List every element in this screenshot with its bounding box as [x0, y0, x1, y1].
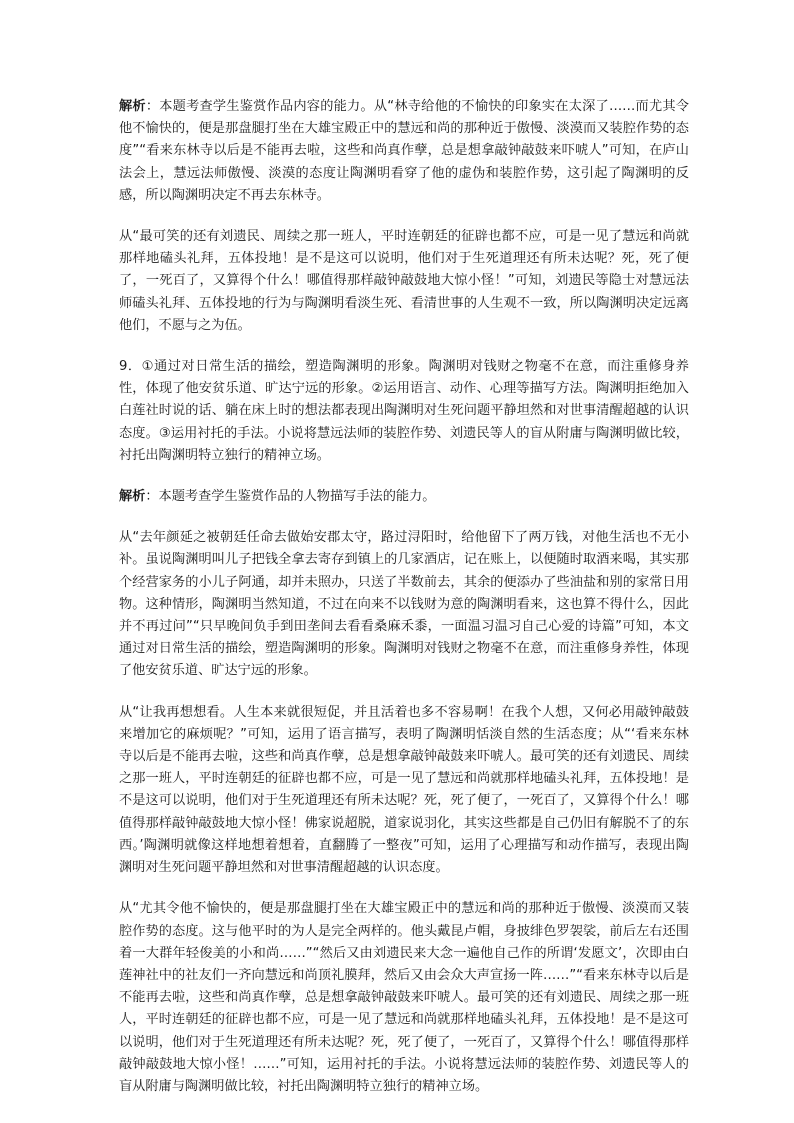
analysis-paragraph-2: [119, 226, 689, 337]
analysis-paragraph-4: [119, 527, 689, 682]
paragraph-text: 从“尤其令他不愉快的，便是那盘腿打坐在大雄宝殿正中的慧远和尚的那种近于傲慢、淡漠而又装腔作势的态度。这与他平时的为人是完全两样的。他头戴昆卢帽，身披绯色罗袈裟，前后左右还围着一大群年轻俊美的小和尚……”“然后又由刘遗民来大念一遍他自己作的所谓‘发愿文’，次即由白莲神社中的社友们一齐向慧远和尚顶礼膜拜，然后又由会众大声宣扬一阵……”“看来东林寺以后是不能再去啦，这些和尚真作孽，总是想拿敲钟敲鼓来吓唬人。最可笑的还有刘遗民、周续之那一班人，平时连朝廷的征辟也都不应，可是一见了慧远和尚就那样地磕头礼拜，五体投地！是不是这可以说明，他们对于生死道理还有所未达呢？死，死了便了，一死百了，又算得个什么！哪值得那样敲钟敲鼓地大惊小怪！……”可知，运用衬托的手法。小说将慧远法师的装腔作势、刘遗民等人的盲从附庸与陶渊明做比较，衬托出陶渊明特立独行的精神立场。: [119, 901, 689, 1094]
paragraph-text: 从“让我再想想看。人生本来就很短促，并且活着也多不容易啊！在我个人想，又何必用敲钟敲鼓来增加它的麻烦呢？”可知，运用了语言描写，表明了陶渊明恬淡自然的生活态度；从“‘看来东林寺以后是不能再去啦，这些和尚真作孽，总是想拿敲钟敲鼓来吓唬人。最可笑的还有刘遗民、周续之那一班人，平时连朝廷的征辟也都不应，可是一见了慧远和尚就那样地磕头礼拜，五体投地！是不是这可以说明，他们对于生死道理还有所未达呢？死，死了便了，一死百了，又算得个什么！哪值得那样敲钟敲鼓地大惊小怪！佛家说超脱，道家说羽化，其实这些都是自己仍旧有解脱不了的东西。’陶渊明就像这样地想着想着，直翻腾了一整夜”可知，运用了心理描写和动作描写，表现出陶渊明对生死问题平静坦然和对世事清醒超越的认识态度。: [119, 704, 689, 876]
analysis-paragraph-6: [119, 898, 689, 1098]
paragraph-text: ：本题考查学生鉴赏作品内容的能力。从“林寺给他的不愉快的印象实在太深了……而尤其令他不愉快的，便是那盘腿打坐在大雄宝殿正中的慧远和尚的那种近于傲慢、淡漠而又装腔作势的态度”“看来东林寺以后是不能再去啦，这些和尚真作孽，总是想拿敲钟敲鼓来吓唬人”可知，在庐山法会上，慧远法师傲慢、淡漠的态度让陶渊明看穿了他的虚伪和装腔作势，这引起了陶渊明的反感，所以陶渊明决定不再去东林寺。: [119, 99, 689, 203]
paragraph-text: 从“最可笑的还有刘遗民、周续之那一班人，平时连朝廷的征辟也都不应，可是一见了慧远和尚就那样地磕头礼拜，五体投地！是不是这可以说明，他们对于生死道理还有所未达呢？死，死了便了，一死百了，又算得个什么！哪值得那样敲钟敲鼓地大惊小怪！”可知，刘遗民等隐士对慧远法师磕头礼拜、五体投地的行为与陶渊明看淡生死、看清世事的人生观不一致，所以陶渊明决定远离他们，不愿与之为伍。: [119, 229, 689, 333]
analysis-label: 解析: [119, 489, 146, 505]
analysis-label: 解析: [119, 99, 146, 114]
paragraph-text: ：本题考查学生鉴赏作品的人物描写手法的能力。: [145, 489, 436, 505]
answer-9-paragraph: [119, 356, 689, 467]
analysis-paragraph-1: [119, 96, 689, 207]
paragraph-text: 9．①通过对日常生活的描绘，塑造陶渊明的形象。陶渊明对钱财之物毫不在意，而注重修身养性，体现了他安贫乐道、旷达宁远的形象。②运用语言、动作、心理等描写方法。陶渊明拒绝加入白莲社时说的话、躺在床上时的想法都表现出陶渊明对生死问题平静坦然和对世事清醒超越的认识态度。③运用衬托的手法。小说将慧远法师的装腔作势、刘遗民等人的盲从附庸与陶渊明做比较，衬托出陶渊明特立独行的精神立场。: [119, 359, 689, 463]
paragraph-text: 从“去年颜延之被朝廷任命去做始安郡太守，路过浔阳时，给他留下了两万钱，对他生活也不无小补。虽说陶渊明叫儿子把钱全拿去寄存到镇上的几家酒店，记在账上，以便随时取酒来喝，其实那个经营家务的小儿子阿通，却并未照办，只送了半数前去，其余的便添办了些油盐和别的家常日用物。这种情形，陶渊明当然知道，不过在向来不以钱财为意的陶渊明看来，这也算不得什么，因此并不再过问”“只早晚间负手到田垄间去看看桑麻禾黍，一面温习温习自己心爱的诗篇”可知，本文通过对日常生活的描绘，塑造陶渊明的形象。陶渊明对钱财之物毫不在意，而注重修身养性，体现了他安贫乐道、旷达宁远的形象。: [119, 530, 689, 679]
analysis-paragraph-3: [119, 486, 689, 508]
analysis-paragraph-5: [119, 702, 689, 880]
answer-document: [119, 96, 689, 1098]
